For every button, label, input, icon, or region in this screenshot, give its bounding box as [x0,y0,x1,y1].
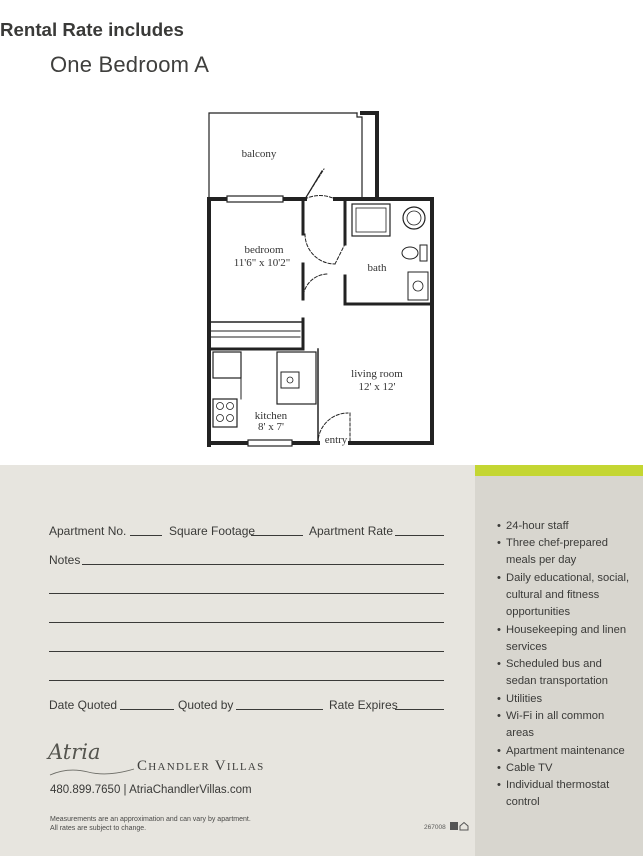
square-footage-label: Square Footage [169,523,256,538]
square-footage-field[interactable] [251,535,303,536]
notes-label: Notes [49,552,81,567]
room-dims-kitchen: 8' x 7' [258,420,284,433]
room-label-bath: bath [367,261,387,274]
vanity [408,272,428,300]
document-code: 267008 [424,823,446,831]
notes-line-4[interactable] [49,651,444,652]
rental-item: • Apartment maintenance [495,743,635,760]
fridge [213,352,241,378]
room-label-entry: entry [324,433,348,446]
bedroom-window [227,196,283,202]
room-label-living: living room [351,367,403,380]
balcony-outline [209,113,357,199]
rental-item: • Utilities [495,691,635,708]
notes-line-1[interactable] [82,564,444,565]
notes-line-5[interactable] [49,680,444,681]
quoted-by-field[interactable] [236,709,323,710]
rental-item: • Wi-Fi in all common areas [495,708,635,743]
rental-list [495,518,635,812]
toilet [402,247,418,259]
bedroom-south-wall [211,319,303,349]
brand-name [137,758,265,775]
rate-expires-label: Rate Expires [329,697,398,712]
rate-expires-field[interactable] [395,709,444,710]
rental-item: • Daily educational, social, cultural and fitness opportunities [495,570,635,622]
sink [403,207,425,229]
quoted-by-label: Quoted by [178,697,234,712]
accent-bar [475,465,643,476]
apartment-no-field[interactable] [130,535,162,536]
brand-swash-icon [48,745,138,779]
brand-name-text: Chandler Villas [137,757,265,774]
rental-item: • Housekeeping and linen services [495,622,635,657]
apartment-rate-field[interactable] [395,535,444,536]
date-quoted-field[interactable] [120,709,174,710]
apartment-rate-label: Apartment Rate [309,523,394,538]
room-label-kitchen: kitchen [254,409,288,422]
bedroom-door [303,274,328,299]
contact-info: 480.899.7650 | AtriaChandlerVillas.com [50,783,252,796]
apartment-no-label: Apartment No. [49,523,127,538]
room-dims-living: 12' x 12' [358,380,396,393]
balcony-east-wall [362,113,377,199]
notes-line-3[interactable] [49,622,444,623]
page-title: One Bedroom A [50,51,210,77]
rental-item: • Individual thermostat control [495,777,635,812]
date-quoted-label: Date Quoted [49,697,118,712]
room-label-bedroom: bedroom [244,243,284,256]
rental-item: • Three chef-prepared meals per day [495,535,635,570]
bath-door [305,234,345,264]
stove [213,399,237,427]
rental-item: • Cable TV [495,760,635,777]
room-dims-bedroom: 11'6" x 10'2" [233,256,291,269]
disclaimer-line-2: All rates are subject to change. [50,824,147,832]
disclaimer-line-1: Measurements are an approximation and can vary by apartment. [50,815,251,823]
kitchen-sink [281,372,299,388]
closet-door [211,331,300,337]
rental-item: • Scheduled bus and sedan transportation [495,656,635,691]
notes-line-2[interactable] [49,593,444,594]
shower [352,204,390,236]
equal-housing-icon [449,821,469,831]
balcony-rail [357,113,362,197]
floor-plan [200,107,440,452]
kitchen-window [248,440,292,446]
counter-west [213,378,241,399]
rental-heading: Rental Rate includes [0,18,184,40]
room-label-balcony: balcony [241,147,277,160]
brand-script-logo: Atria [48,739,101,764]
balcony-door-leaf [305,171,322,199]
rental-item: • 24-hour staff [495,518,635,535]
disclaimer [50,815,310,833]
counter-east [277,352,316,404]
